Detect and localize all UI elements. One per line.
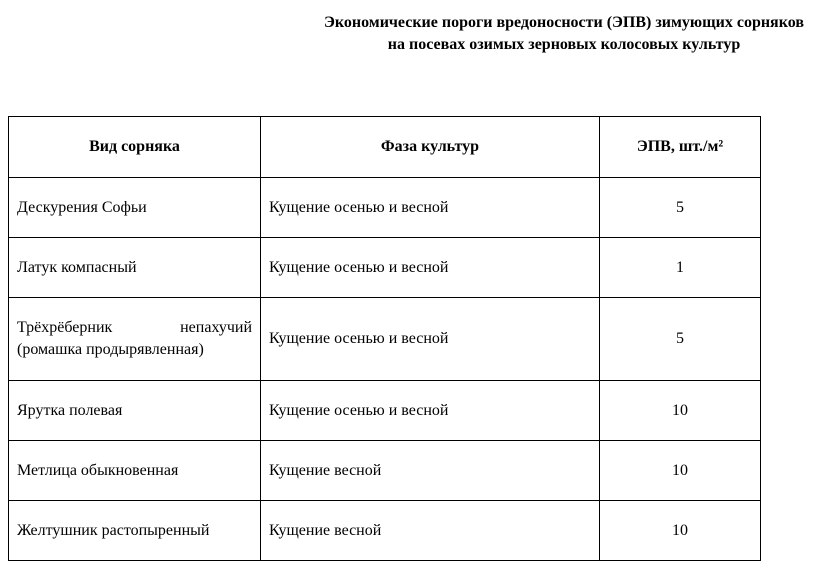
table-row [9,441,761,501]
cell-threshold: 5 [600,298,761,381]
table-row [9,178,761,238]
cell-weed: Трёхрёберник непахучий (ромашка продырявленная) [9,298,261,381]
cell-phase: Кущение осенью и весной [261,178,600,238]
cell-phase: Кущение осенью и весной [261,381,600,441]
cell-threshold: 1 [600,238,761,298]
cell-weed: Дескурения Софьи [9,178,261,238]
weed-threshold-table [8,116,761,561]
title-line-2: на посевах озимых зерновых колосовых культур [387,36,741,53]
cell-weed: Желтушник растопыренный [9,501,261,561]
title-line-1: Экономические пороги вредоносности (ЭПВ) зимующих сорняков [324,14,804,31]
table-row [9,381,761,441]
cell-threshold: 10 [600,501,761,561]
cell-weed: Латук компасный [9,238,261,298]
header-phase: Фаза культур [261,117,600,178]
cell-threshold: 10 [600,441,761,501]
table-row [9,501,761,561]
cell-phase: Кущение осенью и весной [261,238,600,298]
header-threshold: ЭПВ, шт./м² [600,117,761,178]
document-title [230,12,835,56]
table-header-row [9,117,761,178]
cell-phase: Кущение осенью и весной [261,298,600,381]
cell-phase: Кущение весной [261,441,600,501]
table-row [9,298,761,381]
header-weed: Вид сорняка [9,117,261,178]
cell-threshold: 5 [600,178,761,238]
table-row [9,238,761,298]
cell-threshold: 10 [600,381,761,441]
cell-weed: Ярутка полевая [9,381,261,441]
cell-phase: Кущение весной [261,501,600,561]
cell-weed: Метлица обыкновенная [9,441,261,501]
